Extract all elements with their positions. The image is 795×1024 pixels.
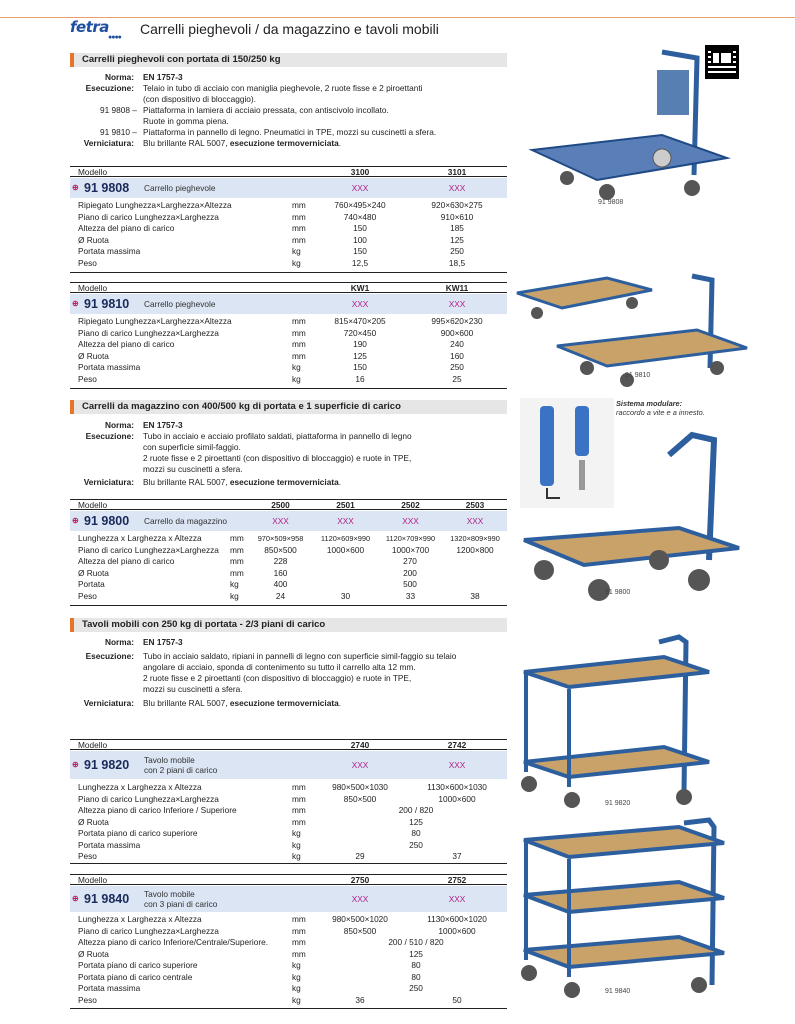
spec-block-3: Norma: EN 1757-3 Esecuzione: Tubo in acciaio saldato, ripiani in pannelli di legno con superficie simil-faggio su telaio angolare di acciaio, sponda di contenimento su tutto il carrello alta 12 mm. 2 ruote fisse e 2 piroettanti (con dispositivo di bloccaggio) e ruote in TPE, mozzi su cuscinetti a sfera. Verniciatura: Blu brillante RAL 5007, esecuzione termoverniciata. — [83, 637, 457, 708]
folding-cart-919808-image — [512, 40, 752, 200]
section-header-tables: Tavoli mobili con 250 kg di portata - 2/3 piani di carico — [70, 618, 507, 632]
section-header-folding: Carrelli pieghevoli con portata di 150/250 kg — [70, 53, 507, 67]
table-919808: Modello 3100 3101 ⊕ 91 9808 Carrello pieghevole XXX XXX Ripiegato Lunghezza×Larghezza×Altezza mm 760×495×240 920×630×275 Piano di carico Lunghezza×Larghezza mm 740×480 910×610 Altezza del piano di carico mm 150 185 Ø Ruota mm 100 125 Portata massima kg 150 250 Peso kg 12,5 18,5 — [70, 166, 507, 274]
product-row: ⊕ 91 9810 Carrello pieghevole XXX XXX — [70, 294, 507, 314]
warehouse-cart-919800-image — [514, 430, 754, 610]
product-row: ⊕ 91 9840 Tavolo mobile con 3 piani di carico XXX XXX — [70, 886, 507, 912]
table-header: Modello 3100 3101 — [70, 166, 507, 177]
caption-919840: 91 9840 — [605, 988, 631, 995]
logo-dots: ●●●● — [108, 34, 121, 41]
note-text: raccordo a vite e a innesto. — [616, 408, 705, 417]
caption-919808: 91 9808 — [598, 199, 624, 206]
caption-919810: 91 9810 — [625, 372, 651, 379]
table-header: Modello 2750 2752 — [70, 874, 507, 885]
price-tag-icon: ⊕ — [72, 516, 79, 525]
caption-919820: 91 9820 — [605, 800, 631, 807]
table-919800: Modello 2500 2501 2502 2503 ⊕ 91 9800 Carrello da magazzino XXX XXX XXX XXX Lunghezza x Larghezza x Altezza mm 970×509×958 1120×609×990 1120×709×990 1320×809×990 Piano di carico Lunghezza×Larghezza mm 850×500 1000×600 1000×700 1200×800 Altezza del piano di carico mm 228 270 Ø Ruota mm 160 200 Portata kg 400 500 Peso kg 24 30 33 38 — [70, 499, 507, 607]
header-rule — [0, 17, 795, 18]
price-tag-icon: ⊕ — [72, 760, 79, 769]
folding-cart-919810-image — [512, 268, 752, 388]
caption-919800: 91 9800 — [605, 589, 631, 596]
price-tag-icon: ⊕ — [72, 894, 79, 903]
brand-logo: fetra — [70, 18, 109, 36]
table-cart-919840-image — [514, 815, 754, 1010]
product-row: ⊕ 91 9820 Tavolo mobile con 2 piani di carico XXX XXX — [70, 751, 507, 779]
table-header: Modello 2500 2501 2502 2503 — [70, 499, 507, 510]
page-title: Carrelli pieghevoli / da magazzino e tavoli mobili — [140, 21, 439, 37]
price-tag-icon: ⊕ — [72, 299, 79, 308]
table-919820: Modello 2740 2742 ⊕ 91 9820 Tavolo mobile con 2 piani di carico XXX XXX Lunghezza x Larghezza x Altezza mm 980×500×1030 1130×600×1030 Piano di carico Lunghezza×Larghezza mm 850×500 1000×600 Altezza piano di carico Inferiore / Superiore mm 200 / 820 Ø Ruota mm 125 Portata piano di carico superiore kg 80 Portata massima kg 250 Peso kg 29 37 — [70, 739, 507, 863]
note-title: Sistema modulare: — [616, 399, 683, 408]
spec-block-2: Norma: EN 1757-3 Esecuzione: Tubo in acciaio e acciaio profilato saldati, piattaforma in pannello di legno con superficie simil-faggio. 2 ruote fisse e 2 piroettanti (con dispositivo di bloccaggio) e ruote in TPE, mozzi su cuscinetti a sfera. Verniciatura: Blu brillante RAL 5007, esecuzione termoverniciata. — [83, 420, 412, 487]
product-row: ⊕ 91 9808 Carrello pieghevole XXX XXX — [70, 178, 507, 198]
price-tag-icon: ⊕ — [72, 183, 79, 192]
table-919840: Modello 2750 2752 ⊕ 91 9840 Tavolo mobile con 3 piani di carico XXX XXX Lunghezza x Larghezza x Altezza mm 980×500×1020 1130×600×1020 Piano di carico Lunghezza×Larghezza mm 850×500 1000×600 Altezza piano di carico Inferiore/Centrale/Superiore. mm 200 / 510 / 820 Ø Ruota mm 125 Portata piano di carico superiore kg 80 Portata piano di carico centrale kg 80 Portata massima kg 250 Peso kg 36 50 — [70, 874, 507, 1010]
table-header: Modello 2740 2742 — [70, 739, 507, 750]
table-header: Modello KW1 KW11 — [70, 282, 507, 293]
table-919810: Modello KW1 KW11 ⊕ 91 9810 Carrello pieghevole XXX XXX Ripiegato Lunghezza×Larghezza×Altezza mm 815×470×205 995×620×230 Piano di carico Lunghezza×Larghezza mm 720×450 900×600 Altezza del piano di carico mm 190 240 Ø Ruota mm 125 160 Portata massima kg 150 250 Peso kg 16 25 — [70, 282, 507, 390]
section-header-warehouse: Carrelli da magazzino con 400/500 kg di portata e 1 superficie di carico — [70, 400, 507, 414]
product-row: ⊕ 91 9800 Carrello da magazzino XXX XXX XXX XXX — [70, 511, 507, 531]
spec-block-1: Norma: EN 1757-3 Esecuzione: Telaio in tubo di acciaio con maniglia pieghevole, 2 ruote fisse e 2 piroettanti (con dispositivo di bloccaggio). 91 9808 – Piattaforma in lamiera di acciaio pressata, con antiscivolo incollato. Ruote in gomma piena. 91 9810 – Piattaforma in pannello di legno. Pneumatici in TPE, mozzi su cuscinetti a sfera. Verniciatura: Blu brillante RAL 5007, esecuzione termoverniciata. — [83, 72, 437, 148]
table-cart-919820-image — [514, 632, 754, 812]
